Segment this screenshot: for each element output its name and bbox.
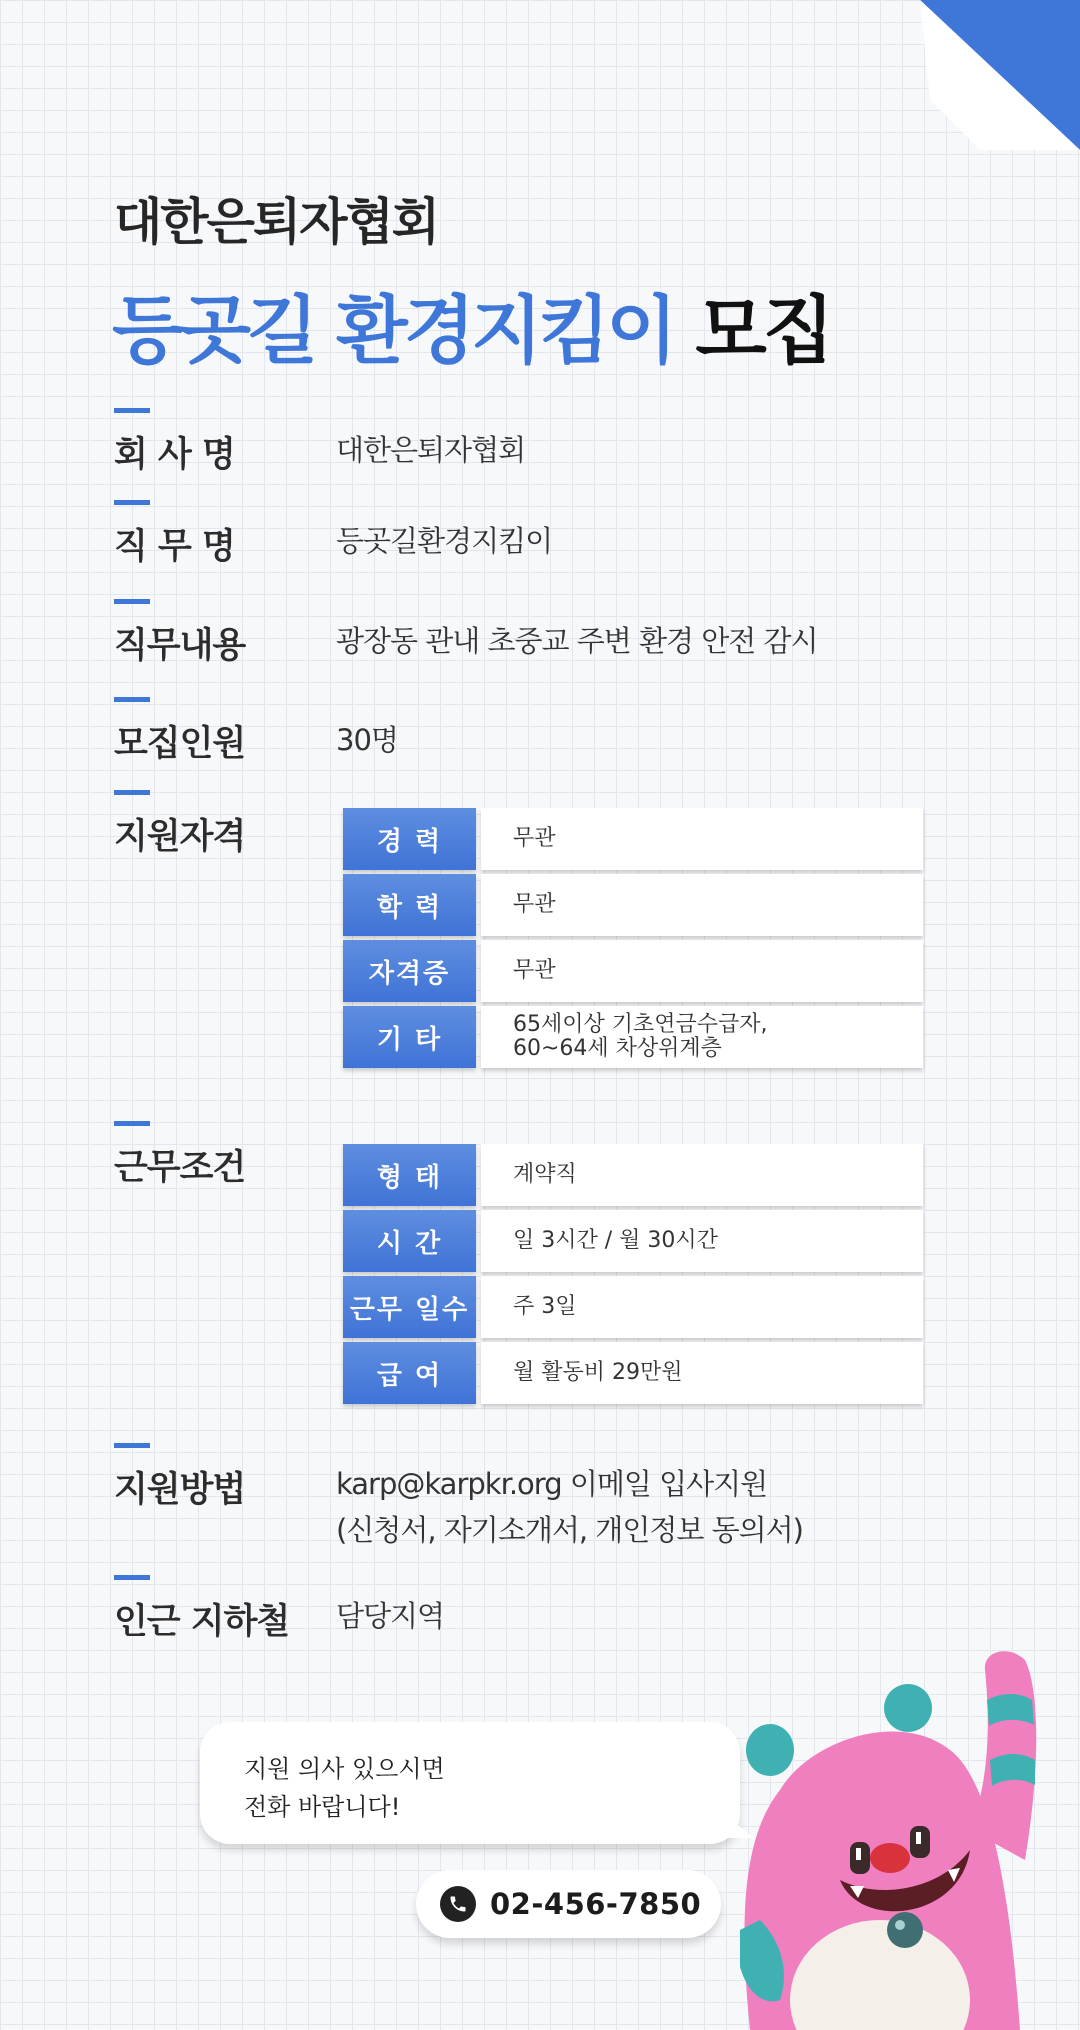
label-accent-bar	[114, 1575, 150, 1580]
apply-documents-line: (신청서, 자기소개서, 개인정보 동의서)	[336, 1513, 803, 1547]
table-value: 월 활동비 29만원	[481, 1342, 923, 1404]
job-value: 등곳길환경지킴이	[336, 524, 553, 558]
qualification-label: 지원자격	[114, 817, 246, 857]
phone-contact-pill[interactable]	[416, 1870, 721, 1938]
subway-label: 인근 지하철	[114, 1602, 290, 1642]
table-key: 학 력	[343, 874, 476, 936]
label-accent-bar	[114, 1121, 150, 1126]
table-value: 주 3일	[481, 1276, 923, 1338]
apply-label: 지원방법	[114, 1470, 246, 1510]
apply-email-line: karp@karpkr.org 이메일 입사지원	[336, 1467, 768, 1501]
headcount-label-group	[114, 697, 245, 766]
table-row	[343, 808, 923, 870]
duties-label: 직무내용	[114, 626, 246, 666]
table-row	[343, 1342, 923, 1404]
headline-highlight: 등곳길 환경지킴이	[112, 288, 674, 374]
label-accent-bar	[114, 1443, 150, 1448]
phone-icon	[440, 1886, 476, 1922]
label-accent-bar	[114, 697, 150, 702]
label-accent-bar	[114, 790, 150, 795]
table-value: 65세이상 기초연금수급자, 60~64세 차상위계층	[481, 1006, 923, 1068]
table-row	[343, 1210, 923, 1272]
table-value: 일 3시간 / 월 30시간	[481, 1210, 923, 1272]
headcount-value: 30명	[336, 723, 398, 757]
conditions-label: 근무조건	[114, 1148, 246, 1188]
job-label-group	[114, 500, 235, 569]
table-value: 계약직	[481, 1144, 923, 1206]
conditions-label-group	[114, 1121, 245, 1190]
headcount-label: 모집인원	[114, 724, 246, 764]
table-value: 무관	[481, 874, 923, 936]
table-row	[343, 1144, 923, 1206]
conditions-table	[343, 1144, 923, 1408]
organization-title: 대한은퇴자협회	[114, 193, 439, 251]
table-key: 자격증	[343, 940, 476, 1002]
phone-number: 02-456-7850	[490, 1887, 702, 1921]
table-key: 기 타	[343, 1006, 476, 1068]
table-row	[343, 1276, 923, 1338]
table-value: 무관	[481, 940, 923, 1002]
table-row	[343, 940, 923, 1002]
speech-bubble	[200, 1722, 740, 1844]
apply-label-group	[114, 1443, 245, 1512]
pink-monster-mascot	[740, 1630, 1080, 2030]
page-fold-corner	[920, 0, 1080, 150]
duties-value: 광장동 관내 초중교 주변 환경 안전 감시	[336, 624, 818, 658]
job-label: 직 무 명	[114, 527, 235, 567]
company-value: 대한은퇴자협회	[336, 433, 526, 467]
subway-label-group	[114, 1575, 289, 1644]
label-accent-bar	[114, 408, 150, 413]
label-accent-bar	[114, 599, 150, 604]
table-key: 시 간	[343, 1210, 476, 1272]
label-accent-bar	[114, 500, 150, 505]
page-headline	[112, 272, 830, 378]
table-key: 경 력	[343, 808, 476, 870]
table-row	[343, 1006, 923, 1068]
company-label: 회 사 명	[114, 435, 235, 475]
table-key: 형 태	[343, 1144, 476, 1206]
bubble-text: 지원 의사 있으시면 전화 바랍니다!	[244, 1755, 445, 1821]
table-value: 무관	[481, 808, 923, 870]
qualification-label-group	[114, 790, 245, 859]
table-row	[343, 874, 923, 936]
table-key: 급 여	[343, 1342, 476, 1404]
duties-label-group	[114, 599, 245, 668]
company-label-group	[114, 408, 235, 477]
subway-value: 담당지역	[336, 1599, 445, 1633]
table-key: 근무 일수	[343, 1276, 476, 1338]
headline-rest: 모집	[695, 288, 831, 374]
qualification-table	[343, 808, 923, 1072]
